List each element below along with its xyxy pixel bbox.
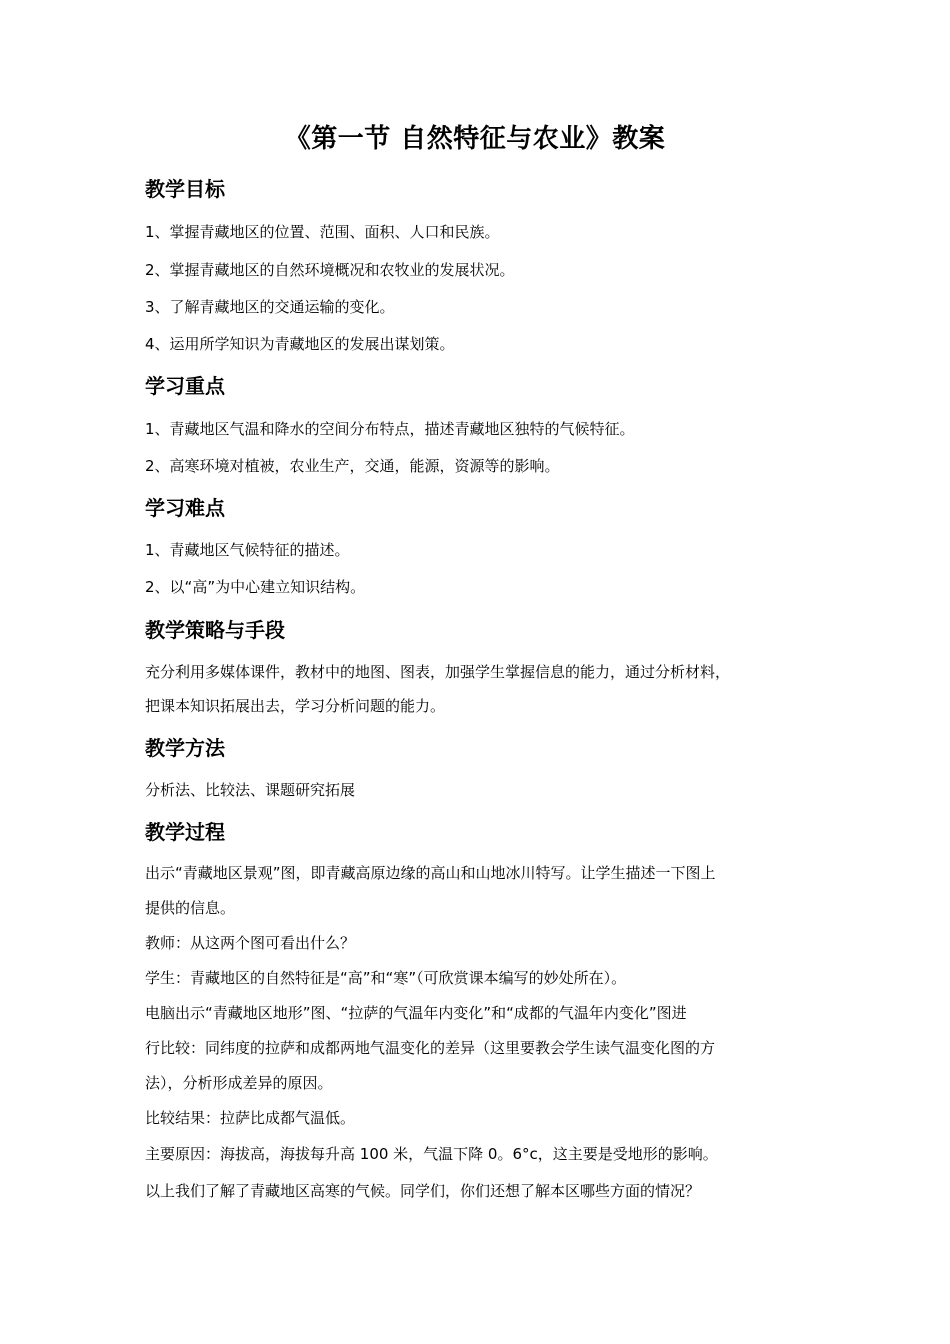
heading-difficulties: 学习难点: [145, 496, 225, 520]
objective-item: 3、了解青藏地区的交通运输的变化。: [145, 298, 395, 316]
heading-methods: 教学方法: [145, 736, 225, 760]
heading-key-points: 学习重点: [145, 374, 225, 398]
process-line: 电脑出示“青藏地区地形”图、“拉萨的气温年内变化”和“成都的气温年内变化”图进: [145, 1004, 687, 1022]
process-line: 比较结果：拉萨比成都气温低。: [145, 1109, 356, 1127]
objective-item: 1、掌握青藏地区的位置、范围、面积、人口和民族。: [145, 223, 500, 241]
objective-item: 4、运用所学知识为青藏地区的发展出谋划策。: [145, 335, 455, 353]
heading-strategy: 教学策略与手段: [145, 618, 285, 642]
process-line: 提供的信息。: [145, 899, 236, 917]
strategy-line: 充分利用多媒体课件，教材中的地图、图表，加强学生掌握信息的能力，通过分析材料，: [145, 663, 731, 681]
process-line: 主要原因：海拔高，海拔每升高 100 米，气温下降 0。6°c，这主要是受地形的影响。: [145, 1145, 718, 1163]
document-title: 《第一节 自然特征与农业》教案: [284, 124, 666, 154]
process-line: 教师：从这两个图可看出什么？: [145, 934, 356, 952]
key-point-item: 2、高寒环境对植被，农业生产，交通，能源，资源等的影响。: [145, 457, 560, 475]
difficulty-item: 1、青藏地区气候特征的描述。: [145, 541, 350, 559]
heading-process: 教学过程: [145, 820, 225, 844]
process-line: 法），分析形成差异的原因。: [145, 1074, 333, 1092]
heading-teaching-objectives: 教学目标: [145, 177, 225, 201]
process-line: 以上我们了解了青藏地区高寒的气候。同学们，你们还想了解本区哪些方面的情况？: [145, 1182, 701, 1200]
methods-line: 分析法、比较法、课题研究拓展: [145, 781, 356, 799]
process-line: 学生：青藏地区的自然特征是“高”和“寒”（可欣赏课本编写的妙处所在）。: [145, 969, 627, 987]
strategy-line: 把课本知识拓展出去，学习分析问题的能力。: [145, 697, 446, 715]
key-point-item: 1、青藏地区气温和降水的空间分布特点，描述青藏地区独特的气候特征。: [145, 420, 635, 438]
process-line: 出示“青藏地区景观”图，即青藏高原边缘的高山和山地冰川特写。让学生描述一下图上: [145, 864, 716, 882]
objective-item: 2、掌握青藏地区的自然环境概况和农牧业的发展状况。: [145, 261, 515, 279]
process-line: 行比较：同纬度的拉萨和成都两地气温变化的差异（这里要教会学生读气温变化图的方: [145, 1039, 716, 1057]
difficulty-item: 2、以“高”为中心建立知识结构。: [145, 578, 366, 596]
